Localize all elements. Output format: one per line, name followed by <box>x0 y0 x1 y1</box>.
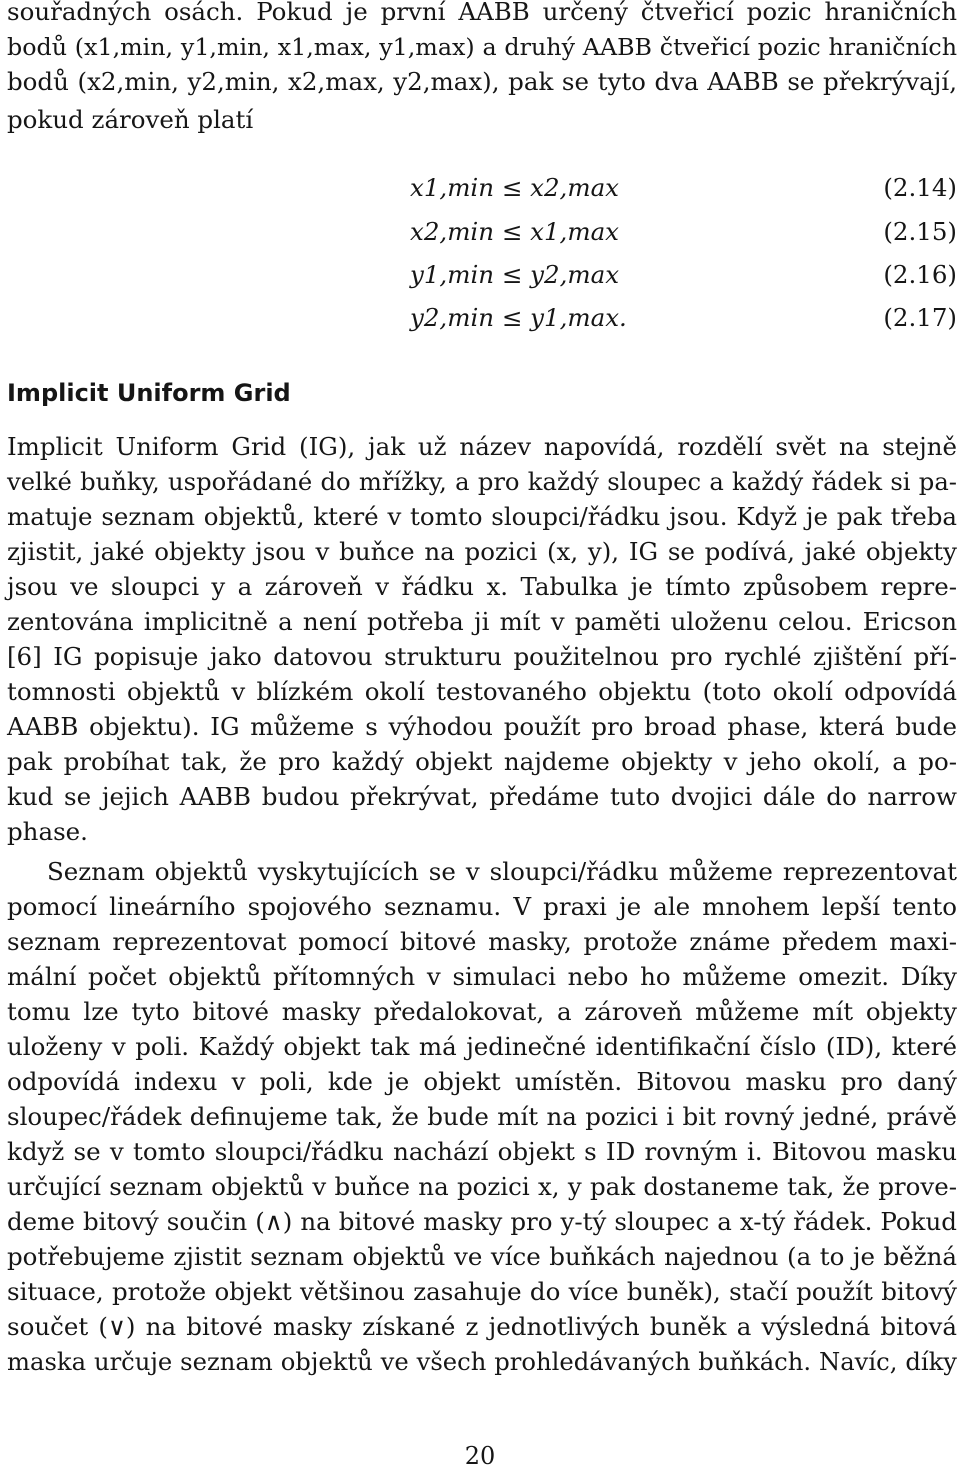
text-line: sloupec/řádek definujeme tak, že bude mít na pozici i bit rovný jedné, právě <box>7 1102 957 1131</box>
equation-expression: y1,min ≤ y2,max <box>410 260 620 289</box>
text-line: součet (∨) na bitové masky získané z jednotlivých buněk a výsledná bitová <box>7 1312 957 1341</box>
equation <box>380 260 960 290</box>
text-line: odpovídá indexu v poli, kde je objekt umístěn. Bitovou masku pro daný <box>7 1067 957 1096</box>
equation-expression: y2,min ≤ y1,max. <box>410 303 627 332</box>
text-line: jsou ve sloupci y a zároveň v řádku x. Tabulka je tímto způsobem repre- <box>7 572 957 601</box>
text-line: Implicit Uniform Grid (IG), jak už název napovídá, rozdělí svět na stejně <box>7 432 957 461</box>
text-line: určující seznam objektů v buňce na pozici x, y pak dostaneme tak, že prove- <box>7 1172 957 1201</box>
text-line: tomnosti objektů v blízkém okolí testovaného objektu (toto okolí odpovídá <box>7 677 957 706</box>
text-line: mální počet objektů přítomných v simulaci nebo ho můžeme omezit. Díky <box>7 962 957 991</box>
text-line: phase. <box>7 817 88 846</box>
text-line: pomocí lineárního spojového seznamu. V praxi je ale mnohem lepší tento <box>7 892 957 921</box>
text-line: souřadných osách. Pokud je první AABB určený čtveřicí pozic hraničních <box>7 0 957 26</box>
text-line: potřebujeme zjistit seznam objektů ve více buňkách najednou (a to je běžná <box>7 1242 957 1271</box>
equation-number: (2.16) <box>883 260 957 289</box>
text-line: pokud zároveň platí <box>7 105 254 134</box>
text-line: maska určuje seznam objektů ve všech prohledávaných buňkách. Navíc, díky <box>7 1347 957 1376</box>
equation <box>380 173 960 203</box>
text-line: seznam reprezentovat pomocí bitové masky, protože známe předem maxi- <box>7 927 957 956</box>
text-line: Seznam objektů vyskytujících se v sloupci/řádku můžeme reprezentovat <box>47 857 957 886</box>
text-line: velké buňky, uspořádané do mřížky, a pro každý sloupec a každý řádek si pa- <box>7 467 957 496</box>
text-line: deme bitový součin (∧) na bitové masky pro y-tý sloupec a x-tý řádek. Pokud <box>7 1207 957 1236</box>
text-line: situace, protože objekt většinou zasahuje do více buněk), stačí použít bitový <box>7 1277 957 1306</box>
text-line: když se v tomto sloupci/řádku nachází objekt s ID rovným i. Bitovou masku <box>7 1137 957 1166</box>
text-line: zentována implicitně a není potřeba ji mít v paměti uloženu celou. Ericson <box>7 607 957 636</box>
equation-number: (2.14) <box>883 173 957 202</box>
equation <box>380 303 960 333</box>
text-line: pak probíhat tak, že pro každý objekt najdeme objekty v jeho okolí, a po- <box>7 747 957 776</box>
text-line: matuje seznam objektů, které v tomto sloupci/řádku jsou. Když je pak třeba <box>7 502 957 531</box>
text-line: AABB objektu). IG můžeme s výhodou použít pro broad phase, která bude <box>7 712 957 741</box>
text-line: bodů (x2,min, y2,min, x2,max, y2,max), pak se tyto dva AABB se překrývají, <box>7 67 957 96</box>
page-number: 20 <box>464 1442 496 1470</box>
equation-expression: x2,min ≤ x1,max <box>410 217 619 246</box>
equation-number: (2.17) <box>883 303 957 332</box>
text-line: [6] IG popisuje jako datovou strukturu použitelnou pro rychlé zjištění pří- <box>7 642 957 671</box>
equation <box>380 217 960 247</box>
text-line: uloženy v poli. Každý objekt tak má jedinečné identifikační číslo (ID), které <box>7 1032 957 1061</box>
text-line: zjistit, jaké objekty jsou v buňce na pozici (x, y), IG se podívá, jaké objekty <box>7 537 957 566</box>
text-line: kud se jejich AABB budou překrývat, předáme tuto dvojici dále do narrow <box>7 782 957 811</box>
equation-expression: x1,min ≤ x2,max <box>410 173 619 202</box>
text-line: bodů (x1,min, y1,min, x1,max, y1,max) a druhý AABB čtveřicí pozic hraničních <box>7 33 957 61</box>
section-heading: Implicit Uniform Grid <box>7 379 291 407</box>
equation-number: (2.15) <box>883 217 957 246</box>
text-line: tomu lze tyto bitové masky předalokovat, a zároveň můžeme mít objekty <box>7 997 957 1026</box>
